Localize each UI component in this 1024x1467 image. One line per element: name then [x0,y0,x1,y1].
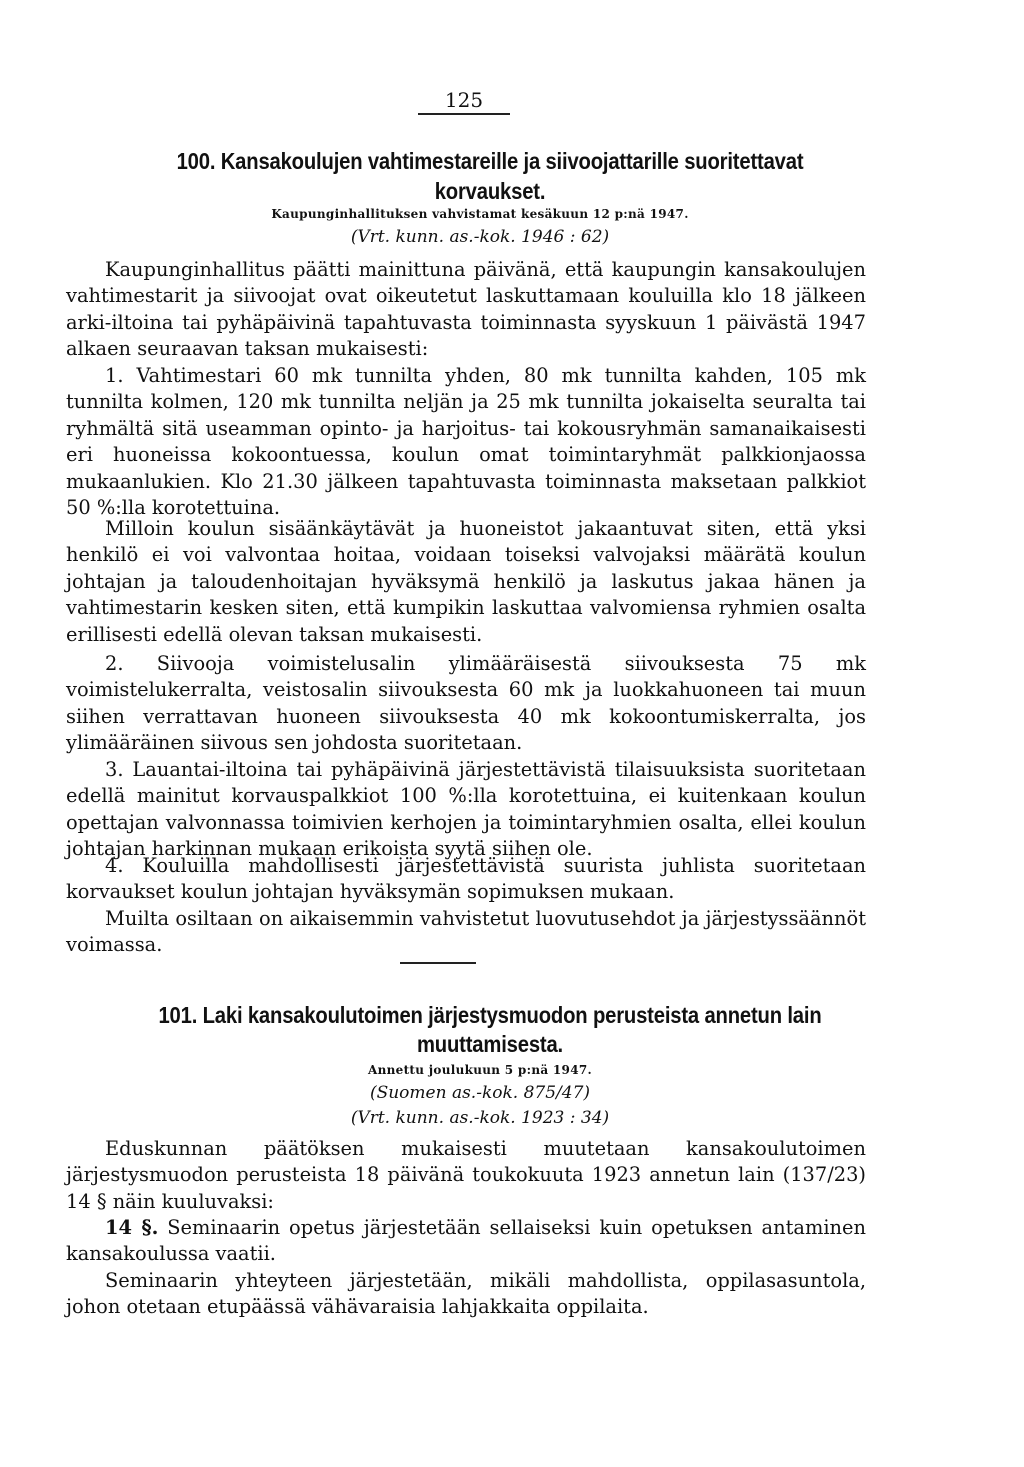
section-101-title: 101. Laki kansakoulutoimen järjestysmuodon perusteista annetun lain [158,1002,822,1028]
page-number-rule [418,113,510,115]
section-100-paragraph-item-4: 4. Kouluilla mahdollisesti järjestettävistä suurista juhlista suoritetaan korvaukset koulun johtajan hyväksymän sopimuksen mukaan. [66,854,866,904]
section-101-paragraph-section-14 [66,1215,866,1268]
section-100-title-continuation: korvaukset. [434,178,546,204]
section-100-reference: (Vrt. kunn. as.-kok. 1946 : 62) [350,227,610,247]
section-101-subline: Annettu joulukuun 5 p:nä 1947. [367,1063,592,1077]
section-101-paragraph-amendment: Eduskunnan päätöksen mukaisesti muutetaan kansakoulutoimen järjestysmuodon perusteista 18 päivänä toukokuuta 1923 annetun lain (137/23) 14 § näin kuuluvaksi: [66,1137,866,1213]
section-100-subline: Kaupunginhallituksen vahvistamat kesäkuun 12 p:nä 1947. [271,207,689,221]
section-101-paragraph-dormitory: Seminaarin yhteyteen järjestetään, mikäli mahdollista, oppilasasuntola, johon otetaan etupäässä vähävaraisia lahjakkaita oppilaita. [66,1269,866,1319]
section-101-reference-1: (Suomen as.-kok. 875/47) [369,1083,591,1103]
section-100-paragraph-item-1: 1. Vahtimestari 60 mk tunnilta yhden, 80 mk tunnilta kahden, 105 mk tunnilta kolmen, 120 mk tunnilta neljän ja 25 mk tunnilta jokaiselta seuralta tai ryhmältä sitä useamman opinto- ja harjoitus- tai kokousryhmän samanaikaisesti eri huoneissa kokoontuessa, koulun omat toimintaryhmät palkkionjaossa mukaanlukien. Klo 21.30 jälkeen tapahtuvasta toiminnasta maksetaan palkkiot 50 %:lla korotettuina. [66,364,866,520]
section-101-reference-2: (Vrt. kunn. as.-kok. 1923 : 34) [350,1108,610,1128]
section-100-paragraph-item-2: 2. Siivooja voimistelusalin ylimääräisestä siivouksesta 75 mk voimistelukerralta, veistosalin siivouksesta 60 mk ja luokkahuoneen tai muun siihen verrattavan huoneen siivouksesta 40 mk kokoontumiskerralta, jos ylimääräinen siivous sen johdosta suoritetaan. [66,652,866,755]
section-100-paragraph-item-3: 3. Lauantai-iltoina tai pyhäpäivinä järjestettävistä tilaisuuksista suoritetaan edellä mainitut korvauspalkkiot 100 %:lla korotettuina, ei kuitenkaan koulun opettajan valvonnassa toimivien kerhojen ja toimintaryhmien osalta, ellei koulun johtajan harkinnan mukaan erikoista syytä siihen ole. [66,758,866,861]
section-14-text: Seminaarin opetus järjestetään sellaiseksi kuin opetuksen antaminen kansakoulussa vaatii. [66,1216,866,1266]
section-100-title: 100. Kansakoulujen vahtimestareille ja siivoojattarille suoritettavat [176,148,804,174]
section-100-paragraph-supervision: Milloin koulun sisäänkäytävät ja huoneistot jakaantuvat siten, että yksi henkilö ei voi valvontaa hoitaa, voidaan toiseksi valvojaksi määrätä koulun johtajan ja taloudenhoitajan hyväksymä henkilö ja laskutus jakaa hänen ja vahtimestarin kesken siten, että kumpikin laskuttaa valvomiensa ryhmien osalta erillisesti edellä olevan taksan mukaisesti. [66,517,866,646]
section-14-marker: 14 §. [105,1216,159,1239]
section-separator-rule [400,962,476,964]
page-number: 125 [444,88,484,112]
section-100-paragraph-intro: Kaupunginhallitus päätti mainittuna päivänä, että kaupungin kansakoulujen vahtimestarit ja siivoojat ovat oikeutetut laskuttamaan kouluilla klo 18 jälkeen arki-iltoina tai pyhäpäivinä tapahtuvasta toiminnasta syyskuun 1 päivästä 1947 alkaen seuraavan taksan mukaisesti: [66,258,866,361]
section-100-paragraph-closing: Muilta osiltaan on aikaisemmin vahvistetut luovutusehdot ja järjestyssäännöt voimassa. [66,907,866,957]
section-101-title-continuation: muuttamisesta. [416,1031,563,1057]
